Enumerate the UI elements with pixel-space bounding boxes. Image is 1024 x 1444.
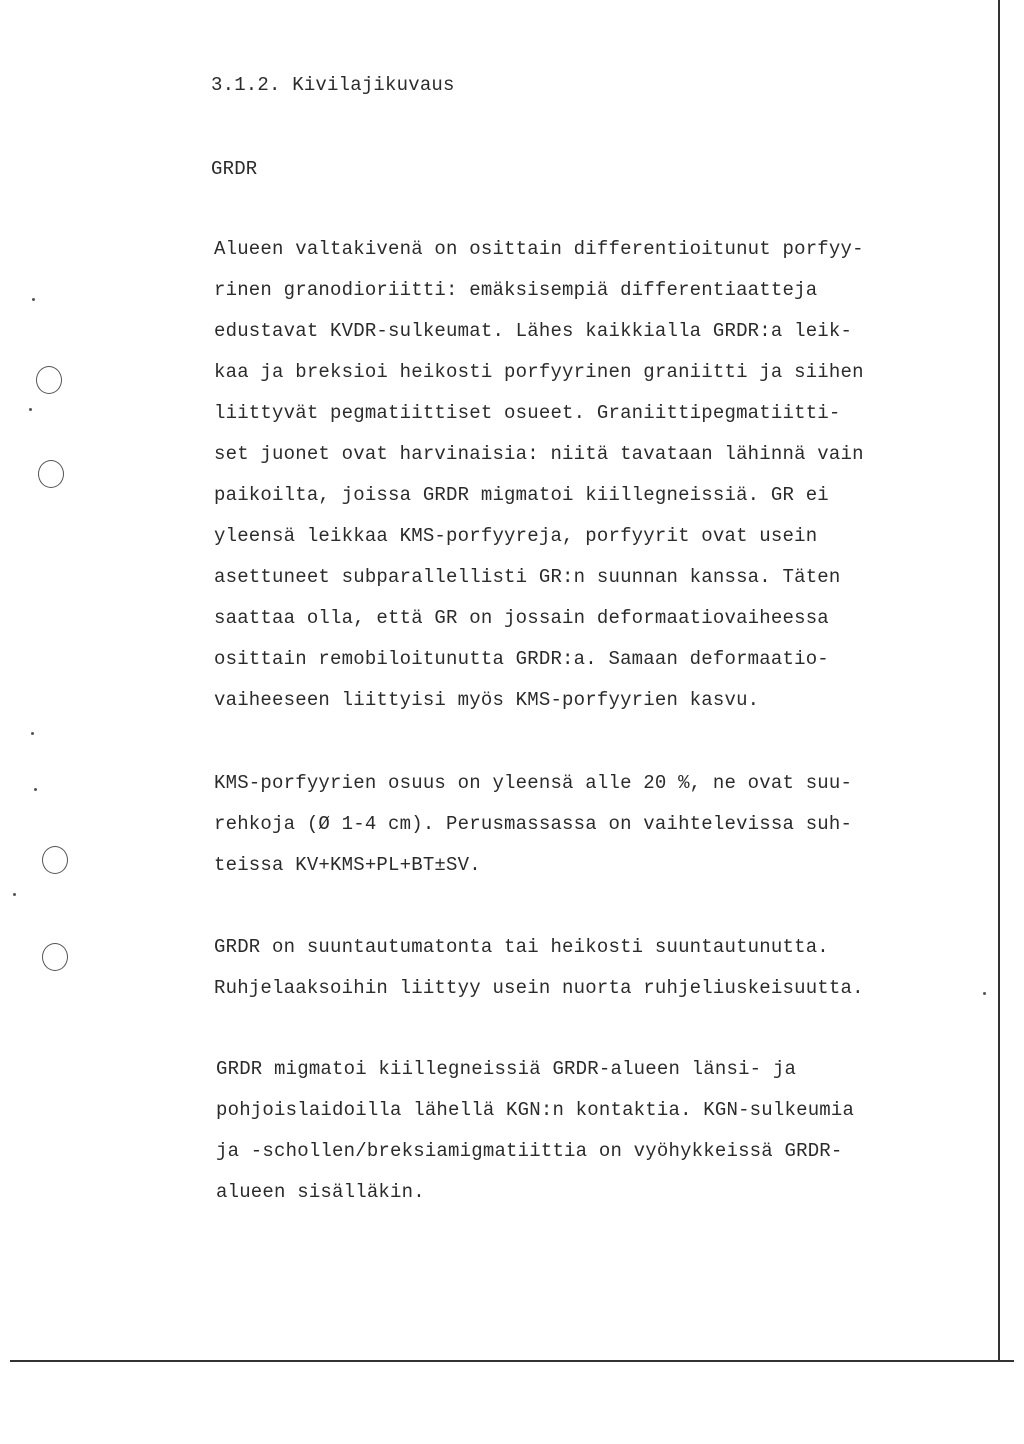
paragraph-line: vaiheeseen liittyisi myös KMS-porfyyrien kasvu. bbox=[214, 689, 760, 711]
paragraph-line: saattaa olla, että GR on jossain deformaatiovaiheessa bbox=[214, 607, 829, 629]
scan-speck bbox=[983, 992, 986, 995]
scan-speck bbox=[13, 893, 16, 896]
bottom-margin-rule bbox=[10, 1360, 1014, 1362]
paragraph-line: set juonet ovat harvinaisia: niitä tavataan lähinnä vain bbox=[214, 443, 864, 465]
scan-speck bbox=[29, 408, 32, 411]
paragraph-line: Alueen valtakivenä on osittain differentioitunut porfyy- bbox=[214, 238, 864, 260]
right-margin-rule bbox=[998, 0, 1000, 1360]
paragraph-line: asettuneet subparallellisti GR:n suunnan kanssa. Täten bbox=[214, 566, 841, 588]
paragraph-line: pohjoislaidoilla lähellä KGN:n kontaktia. KGN-sulkeumia bbox=[216, 1099, 855, 1121]
paragraph-line: KMS-porfyyrien osuus on yleensä alle 20 %, ne ovat suu- bbox=[214, 772, 853, 794]
punch-hole-1 bbox=[36, 366, 62, 394]
paragraph-line: teissa KV+KMS+PL+BT±SV. bbox=[214, 854, 481, 876]
section-heading: 3.1.2. Kivilajikuvaus bbox=[211, 74, 455, 96]
paragraph-line: Ruhjelaaksoihin liittyy usein nuorta ruhjeliuskeisuutta. bbox=[214, 977, 864, 999]
paragraph-line: edustavat KVDR-sulkeumat. Lähes kaikkialla GRDR:a leik- bbox=[214, 320, 853, 342]
paragraph-line: rehkoja (Ø 1-4 cm). Perusmassassa on vaihtelevissa suh- bbox=[214, 813, 853, 835]
punch-hole-4 bbox=[42, 943, 68, 971]
paragraph-line: GRDR migmatoi kiillegneissiä GRDR-alueen länsi- ja bbox=[216, 1058, 797, 1080]
paragraph-line: osittain remobiloitunutta GRDR:a. Samaan deformaatio- bbox=[214, 648, 829, 670]
paragraph-line: paikoilta, joissa GRDR migmatoi kiillegneissiä. GR ei bbox=[214, 484, 829, 506]
punch-hole-3 bbox=[42, 846, 68, 874]
paragraph-line: alueen sisälläkin. bbox=[216, 1181, 425, 1203]
paragraph-line: rinen granodioriitti: emäksisempiä differentiaatteja bbox=[214, 279, 818, 301]
paragraph-line: kaa ja breksioi heikosti porfyyrinen graniitti ja siihen bbox=[214, 361, 864, 383]
rock-type-heading: GRDR bbox=[211, 158, 258, 180]
scan-speck bbox=[32, 298, 35, 301]
punch-hole-2 bbox=[38, 460, 64, 488]
paragraph-line: GRDR on suuntautumatonta tai heikosti suuntautunutta. bbox=[214, 936, 829, 958]
paragraph-line: liittyvät pegmatiittiset osueet. Graniittipegmatiitti- bbox=[214, 402, 841, 424]
scan-speck bbox=[31, 732, 34, 735]
scan-speck bbox=[34, 788, 37, 791]
paragraph-line: yleensä leikkaa KMS-porfyyreja, porfyyrit ovat usein bbox=[214, 525, 818, 547]
paragraph-line: ja -schollen/breksiamigmatiittia on vyöhykkeissä GRDR- bbox=[216, 1140, 843, 1162]
